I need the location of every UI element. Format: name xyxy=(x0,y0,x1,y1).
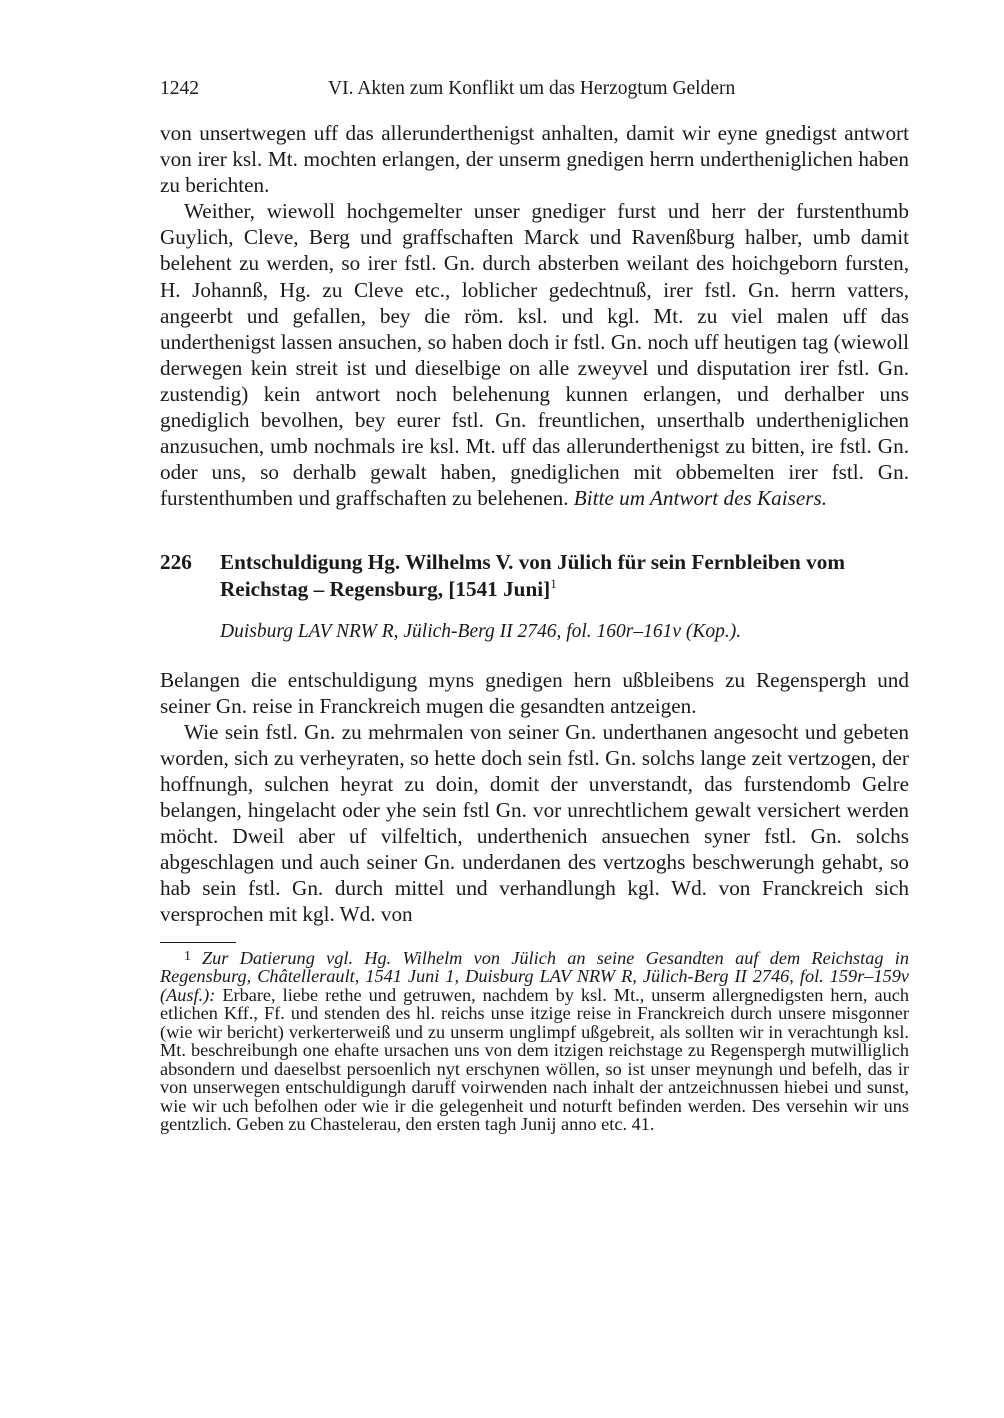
archival-source: Duisburg LAV NRW R, Jülich-Berg II 2746, fol. 160r–161v (Kop.). xyxy=(220,620,742,642)
document-title xyxy=(220,549,909,601)
running-head-title: VI. Akten zum Konflikt um das Herzogtum Geldern xyxy=(328,78,736,99)
footnote-rule xyxy=(160,942,236,943)
continuation-paragraph-2 xyxy=(160,198,909,511)
continuation-paragraph-1: von unsertwegen uff das allerunderthenigst anhalten, damit wir eyne gnedigst antwort von irer ksl. Mt. mochten erlangen, der unserm gnedigen herrn undertheniglichen haben zu berichten. xyxy=(160,121,909,198)
footnote-reference: 1 xyxy=(550,575,557,591)
running-head xyxy=(160,78,909,108)
footnote-text: Erbare, liebe rethe und getruwen, nachdem by ksl. Mt., unserm allergnedigsten hern, auch etlichen Kff., Ff. und stenden des hl. reichs unse itzige reise in Franckreich durch unsere misgonner (wie wir bericht) verkerterweiß und zu unserm unglimpf ußgebreit, als sollten wir in verachtungh ksl. Mt. beschreibungh one ehafte ursachen uns von dem itzigen reichstage zu Regenspergh mutwilliglich absondern und daeselbst persoenlich nyt erschynen wöllen, so ist unser meynungh und befelh, das ir von unserwegen entschuldigungh daruff voirwenden nach inhalt der antzeichnussen hiebei und sunst, wie wir uch befolhen oder wie ir die gelegenheit und noturft befinden werden. Des versehin wir uns gentzlich. Geben zu Chastelerau, den ersten tagh Junij anno etc. 41. xyxy=(160,984,909,1135)
continuation-paragraph-2-text: Weither, wiewoll hochgemelter unser gnediger furst und herr der furstenthumb Guylich, Cleve, Berg und graffschaften Marck und Ravenßburg halber, umb damit belehent zu werden, so irer fstl. Gn. durch absterben weilant des hoichgeborn fursten, H. Johannß, Hg. zu Cleve etc., loblicher gedechtnuß, irer fstl. Gn. herrn vatters, angeerbt und gefallen, bey die röm. ksl. und kgl. Mt. zu viel malen uff das underthenigst lassen ansuchen, so haben doch ir fstl. Gn. noch uff heutigen tag (wiewoll derwegen kein streit ist und dieselbige on alle zweyvel und disputation irer fstl. Gn. zustendig) kein antwort noch belehenung kunnen erlangen, und derhalber uns gnediglich bevolhen, bey eurer fstl. Gn. freuntlichen, unserthalb undertheniglichen anzusuchen, umb nochmals ire ksl. Mt. uff das allerunderthenigst zu bitten, ire fstl. Gn. oder uns, so derhalb gewalt haben, gnediglichen mit obbemelten irer fstl. Gn. furstenthumben und graffschaften zu belehenen. xyxy=(160,199,909,511)
document-title-text: Entschuldigung Hg. Wilhelms V. von Jülich für sein Fernbleiben vom Reichstag – Regensburg, [1541 Juni] xyxy=(220,550,845,601)
page xyxy=(160,78,909,1134)
document-heading xyxy=(160,549,909,601)
page-number: 1242 xyxy=(160,78,199,99)
editorial-summary: Bitte um Antwort des Kaisers. xyxy=(573,486,828,511)
document-body xyxy=(160,667,909,928)
document-paragraph-2: Wie sein fstl. Gn. zu mehrmalen von seiner Gn. underthanen angesocht und gebeten worden, sich zu verheyraten, so hette doch sein fstl. Gn. solchs lange zeit vertzogen, der hoffnungh, sulchen heyrat zu doin, domit der unverstandt, das furstendomb Gelre belangen, hingelacht oder yhe sein fstl Gn. vor unrechtlichem gewalt versichert werden möcht. Dweil aber uf vilfeltich, underthenich ansuechen syner fstl. Gn. solchs abgeschlagen und auch seiner Gn. underdanen des vertzoghs beschwerungh gehabt, so hab sein fstl. Gn. durch mittel und verhandlungh kgl. Wd. von Franckreich sich versprochen mit kgl. Wd. von xyxy=(160,719,909,927)
continuation-text xyxy=(160,120,909,511)
document-paragraph-1: Belangen die entschuldigung myns gnedigen hern ußbleibens zu Regenspergh und seiner Gn. reise in Franckreich mugen die gesandten antzeigen. xyxy=(160,667,909,718)
footnote: 1 Zur Datierung vgl. Hg. Wilhelm von Jülich an seine Gesandten auf dem Reichstag in Regensburg, Châtellerault, 1541 Juni 1, Duisburg LAV NRW R, Jülich-Berg II 2746, fol. 159r–159v (Ausf.): Erbare, liebe rethe und getruwen, nachdem by ksl. Mt., unserm allergnedigsten hern, auch etlichen Kff., Ff. und stenden des hl. reichs unse itzige reise in Franckreich durch unsere misgonner (wie wir bericht) verkerterweiß und zu unserm unglimpf ußgebreit, als sollten wir in verachtungh ksl. Mt. beschreibungh one ehafte ursachen uns von dem itzigen reichstage zu Regenspergh mutwilliglich absondern und daeselbst persoenlich nyt erschynen wöllen, so ist unser meynungh und befelh, das ir von unserwegen entschuldigungh daruff voirwenden nach inhalt der antzeichnussen hiebei und sunst, wie wir uch befolhen oder wie ir die gelegenheit und noturft befinden werden. Des versehin wir uns gentzlich. Geben zu Chastelerau, den ersten tagh Junij anno etc. 41. xyxy=(160,947,909,1135)
footnote-citation: Zur Datierung vgl. Hg. Wilhelm von Jülich an seine Gesandten auf dem Reichstag in Regensburg, Châtellerault, 1541 Juni 1, Duisburg LAV NRW R, Jülich-Berg II 2746, fol. 159r–159v (Ausf.): xyxy=(160,947,909,1005)
document-number: 226 xyxy=(160,550,192,575)
